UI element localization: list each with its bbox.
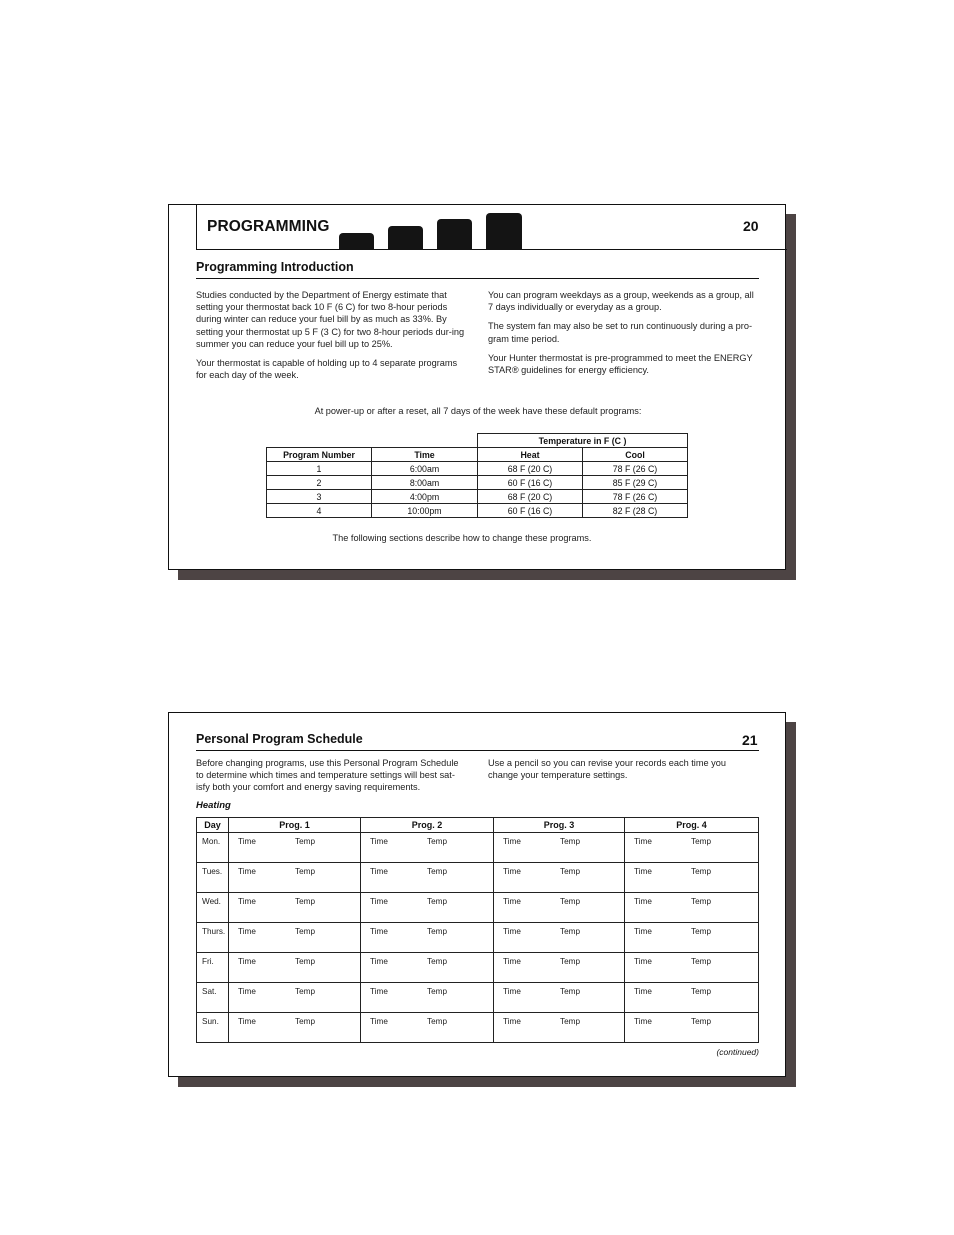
defaults-intro: At power-up or after a reset, all 7 days of the week have these default programs:: [314, 406, 642, 416]
time-label: Time: [238, 897, 256, 906]
schedule-entry-cell[interactable]: [494, 983, 625, 1013]
schedule-entry-labels: [494, 867, 624, 876]
header-tab-1: [339, 233, 374, 250]
page-number: 20: [743, 218, 759, 234]
heating-label: Heating: [196, 800, 231, 811]
temp-label: Temp: [295, 927, 316, 936]
schedule-row: [197, 1013, 759, 1043]
schedule-entry-labels: [625, 927, 758, 936]
table-cell: 78 F (26 C): [583, 462, 688, 476]
time-label: Time: [370, 1017, 388, 1026]
schedule-entry-cell[interactable]: [625, 983, 759, 1013]
default-programs-table: [266, 433, 688, 518]
schedule-day: Sat.: [197, 983, 229, 1013]
table-row: [267, 490, 688, 504]
temp-label: Temp: [560, 987, 581, 996]
schedule-row: [197, 953, 759, 983]
schedule-entry-labels: [494, 987, 624, 996]
time-label: Time: [370, 957, 388, 966]
page-number: 21: [742, 732, 758, 748]
temp-label: Temp: [427, 927, 448, 936]
schedule-entry-cell[interactable]: [229, 983, 361, 1013]
schedule-entry-labels: [494, 1017, 624, 1026]
schedule-entry-cell[interactable]: [229, 953, 361, 983]
schedule-entry-labels: [625, 957, 758, 966]
header-prog-1: Prog. 1: [229, 818, 361, 833]
header-day: Day: [197, 818, 229, 833]
time-label: Time: [238, 1017, 256, 1026]
schedule-entry-cell[interactable]: [625, 863, 759, 893]
temp-label: Temp: [427, 837, 448, 846]
temp-label: Temp: [560, 1017, 581, 1026]
schedule-entry-cell[interactable]: [625, 923, 759, 953]
page-header: [196, 205, 787, 250]
schedule-entry-cell[interactable]: [361, 863, 494, 893]
table-cell: 85 F (29 C): [583, 476, 688, 490]
table-cell: 68 F (20 C): [478, 490, 583, 504]
schedule-entry-labels: [229, 957, 360, 966]
continued-note: (continued): [716, 1047, 759, 1057]
temp-label: Temp: [560, 867, 581, 876]
schedule-intro-paragraph: Before changing programs, use this Personal Program Schedule to determine which times and temperature settings will best sat-isfy both your comfort and energy saving requirements.: [196, 758, 459, 793]
temp-label: Temp: [691, 927, 712, 936]
time-label: Time: [634, 837, 652, 846]
schedule-entry-cell[interactable]: [229, 893, 361, 923]
temp-label: Temp: [295, 1017, 316, 1026]
schedule-entry-cell[interactable]: [361, 1013, 494, 1043]
schedule-entry-labels: [361, 957, 493, 966]
header-title: PROGRAMMING: [207, 218, 330, 235]
time-label: Time: [503, 837, 521, 846]
heating-schedule-table: [196, 817, 759, 1043]
time-label: Time: [370, 897, 388, 906]
header-time: Time: [372, 448, 478, 462]
intro-paragraph-3: You can program weekdays as a group, weekends as a group, all 7 days individually or everyday as a group.: [488, 290, 754, 313]
time-label: Time: [634, 897, 652, 906]
temp-label: Temp: [691, 957, 712, 966]
time-label: Time: [370, 987, 388, 996]
table-cell: 6:00am: [372, 462, 478, 476]
temp-label: Temp: [691, 897, 712, 906]
time-label: Time: [238, 867, 256, 876]
time-label: Time: [634, 927, 652, 936]
time-label: Time: [503, 957, 521, 966]
intro-paragraph-5: Your Hunter thermostat is pre-programmed to meet the ENERGY STAR® guidelines for energy efficiency.: [488, 352, 753, 376]
temp-label: Temp: [560, 897, 581, 906]
table-cell: 8:00am: [372, 476, 478, 490]
schedule-entry-cell[interactable]: [361, 923, 494, 953]
table-cell: 60 F (16 C): [478, 504, 583, 518]
schedule-day: Wed.: [197, 893, 229, 923]
schedule-entry-labels: [494, 957, 624, 966]
time-label: Time: [634, 957, 652, 966]
time-label: Time: [370, 837, 388, 846]
schedule-day: Sun.: [197, 1013, 229, 1043]
schedule-entry-cell[interactable]: [494, 953, 625, 983]
schedule-left-column: [196, 757, 468, 801]
schedule-row: [197, 983, 759, 1013]
time-label: Time: [634, 1017, 652, 1026]
defaults-footer-text: The following sections describe how to change these programs.: [332, 533, 592, 543]
schedule-row: [197, 863, 759, 893]
schedule-entry-labels: [361, 927, 493, 936]
schedule-row: [197, 833, 759, 863]
time-label: Time: [370, 927, 388, 936]
schedule-right-column: [488, 757, 756, 788]
schedule-entry-cell[interactable]: [361, 953, 494, 983]
schedule-row: [197, 893, 759, 923]
schedule-entry-labels: [229, 1017, 360, 1026]
schedule-pencil-note: Use a pencil so you can revise your records each time you change your temperature settings.: [488, 758, 726, 781]
schedule-row: [197, 923, 759, 953]
schedule-entry-cell[interactable]: [494, 1013, 625, 1043]
temp-label: Temp: [427, 897, 448, 906]
temp-label: Temp: [427, 957, 448, 966]
table-row: [267, 504, 688, 518]
schedule-entry-cell[interactable]: [361, 983, 494, 1013]
temp-label: Temp: [427, 867, 448, 876]
schedule-entry-labels: [229, 837, 360, 846]
schedule-entry-labels: [361, 897, 493, 906]
schedule-entry-labels: [494, 927, 624, 936]
schedule-entry-cell[interactable]: [494, 923, 625, 953]
schedule-day: Thurs.: [197, 923, 229, 953]
schedule-entry-labels: [625, 867, 758, 876]
intro-paragraph-2: Your thermostat is capable of holding up to 4 separate programs for each day of the week.: [196, 358, 458, 381]
table-cell: 82 F (28 C): [583, 504, 688, 518]
time-label: Time: [634, 867, 652, 876]
time-label: Time: [503, 867, 521, 876]
temp-label: Temp: [427, 1017, 448, 1026]
table-cell: 10:00pm: [372, 504, 478, 518]
temp-label: Temp: [691, 867, 712, 876]
schedule-entry-cell[interactable]: [625, 1013, 759, 1043]
header-tab-2: [388, 226, 423, 250]
temp-label: Temp: [295, 897, 316, 906]
header-tab-4: [486, 213, 522, 250]
schedule-entry-labels: [625, 837, 758, 846]
schedule-entry-cell[interactable]: [361, 833, 494, 863]
time-label: Time: [503, 1017, 521, 1026]
schedule-entry-cell[interactable]: [625, 833, 759, 863]
table-cell: 3: [267, 490, 372, 504]
schedule-entry-labels: [229, 897, 360, 906]
table-cell: 2: [267, 476, 372, 490]
temp-label: Temp: [560, 837, 581, 846]
schedule-entry-labels: [229, 927, 360, 936]
schedule-day: Fri.: [197, 953, 229, 983]
schedule-entry-cell[interactable]: [229, 923, 361, 953]
table-row: [267, 476, 688, 490]
temperature-group-header: Temperature in F (C ): [478, 434, 688, 448]
page-21: [168, 712, 786, 1077]
table-cell: 1: [267, 462, 372, 476]
time-label: Time: [503, 987, 521, 996]
table-cell: 60 F (16 C): [478, 476, 583, 490]
schedule-entry-cell[interactable]: [625, 893, 759, 923]
table-cell: 4: [267, 504, 372, 518]
temp-label: Temp: [560, 957, 581, 966]
temp-label: Temp: [427, 987, 448, 996]
schedule-entry-cell[interactable]: [494, 833, 625, 863]
temp-label: Temp: [295, 957, 316, 966]
header-prog-2: Prog. 2: [361, 818, 494, 833]
section-rule: [196, 750, 759, 751]
schedule-entry-cell[interactable]: [494, 863, 625, 893]
schedule-day: Tues.: [197, 863, 229, 893]
time-label: Time: [238, 927, 256, 936]
schedule-entry-labels: [625, 897, 758, 906]
schedule-day: Mon.: [197, 833, 229, 863]
temp-label: Temp: [560, 927, 581, 936]
section-title: Programming Introduction: [196, 260, 354, 274]
schedule-entry-labels: [229, 987, 360, 996]
schedule-entry-labels: [361, 987, 493, 996]
schedule-entry-cell[interactable]: [229, 1013, 361, 1043]
temp-label: Temp: [295, 867, 316, 876]
schedule-entry-labels: [361, 867, 493, 876]
temp-label: Temp: [295, 987, 316, 996]
schedule-entry-labels: [229, 867, 360, 876]
schedule-entry-cell[interactable]: [229, 863, 361, 893]
section-title: Personal Program Schedule: [196, 732, 363, 746]
table-cell: 78 F (26 C): [583, 490, 688, 504]
intro-paragraph-1: Studies conducted by the Department of Energy estimate that setting your thermostat back 10 F (6 C) for two 8-hour periods during winter can reduce your fuel bill by as much as 33%. By setting your thermostat up 5 F (3 C) for two 8-hour periods dur-ing summer you can reduce your fuel bill up to 25%.: [196, 290, 465, 349]
header-prog-3: Prog. 3: [494, 818, 625, 833]
temp-label: Temp: [691, 987, 712, 996]
table-cell: 68 F (20 C): [478, 462, 583, 476]
time-label: Time: [238, 837, 256, 846]
header-tab-3: [437, 219, 472, 250]
schedule-entry-cell[interactable]: [229, 833, 361, 863]
header-heat: Heat: [478, 448, 583, 462]
intro-paragraph-4: The system fan may also be set to run continuously during a pro-gram time period.: [488, 321, 753, 344]
schedule-entry-labels: [625, 987, 758, 996]
time-label: Time: [634, 987, 652, 996]
intro-left-column: [196, 289, 466, 388]
temp-label: Temp: [295, 837, 316, 846]
schedule-entry-labels: [494, 837, 624, 846]
temp-label: Temp: [691, 837, 712, 846]
schedule-entry-cell[interactable]: [494, 893, 625, 923]
table-cell: 4:00pm: [372, 490, 478, 504]
header-prog-4: Prog. 4: [625, 818, 759, 833]
table-row: [267, 462, 688, 476]
time-label: Time: [503, 897, 521, 906]
schedule-entry-labels: [625, 1017, 758, 1026]
schedule-entry-labels: [361, 837, 493, 846]
time-label: Time: [503, 927, 521, 936]
schedule-entry-cell[interactable]: [625, 953, 759, 983]
schedule-entry-labels: [361, 1017, 493, 1026]
section-rule: [196, 278, 759, 279]
header-cool: Cool: [583, 448, 688, 462]
intro-right-column: [488, 289, 760, 383]
temp-label: Temp: [691, 1017, 712, 1026]
header-program-number: Program Number: [267, 448, 372, 462]
time-label: Time: [238, 987, 256, 996]
time-label: Time: [370, 867, 388, 876]
schedule-entry-labels: [494, 897, 624, 906]
time-label: Time: [238, 957, 256, 966]
schedule-entry-cell[interactable]: [361, 893, 494, 923]
page-20: [168, 204, 786, 570]
